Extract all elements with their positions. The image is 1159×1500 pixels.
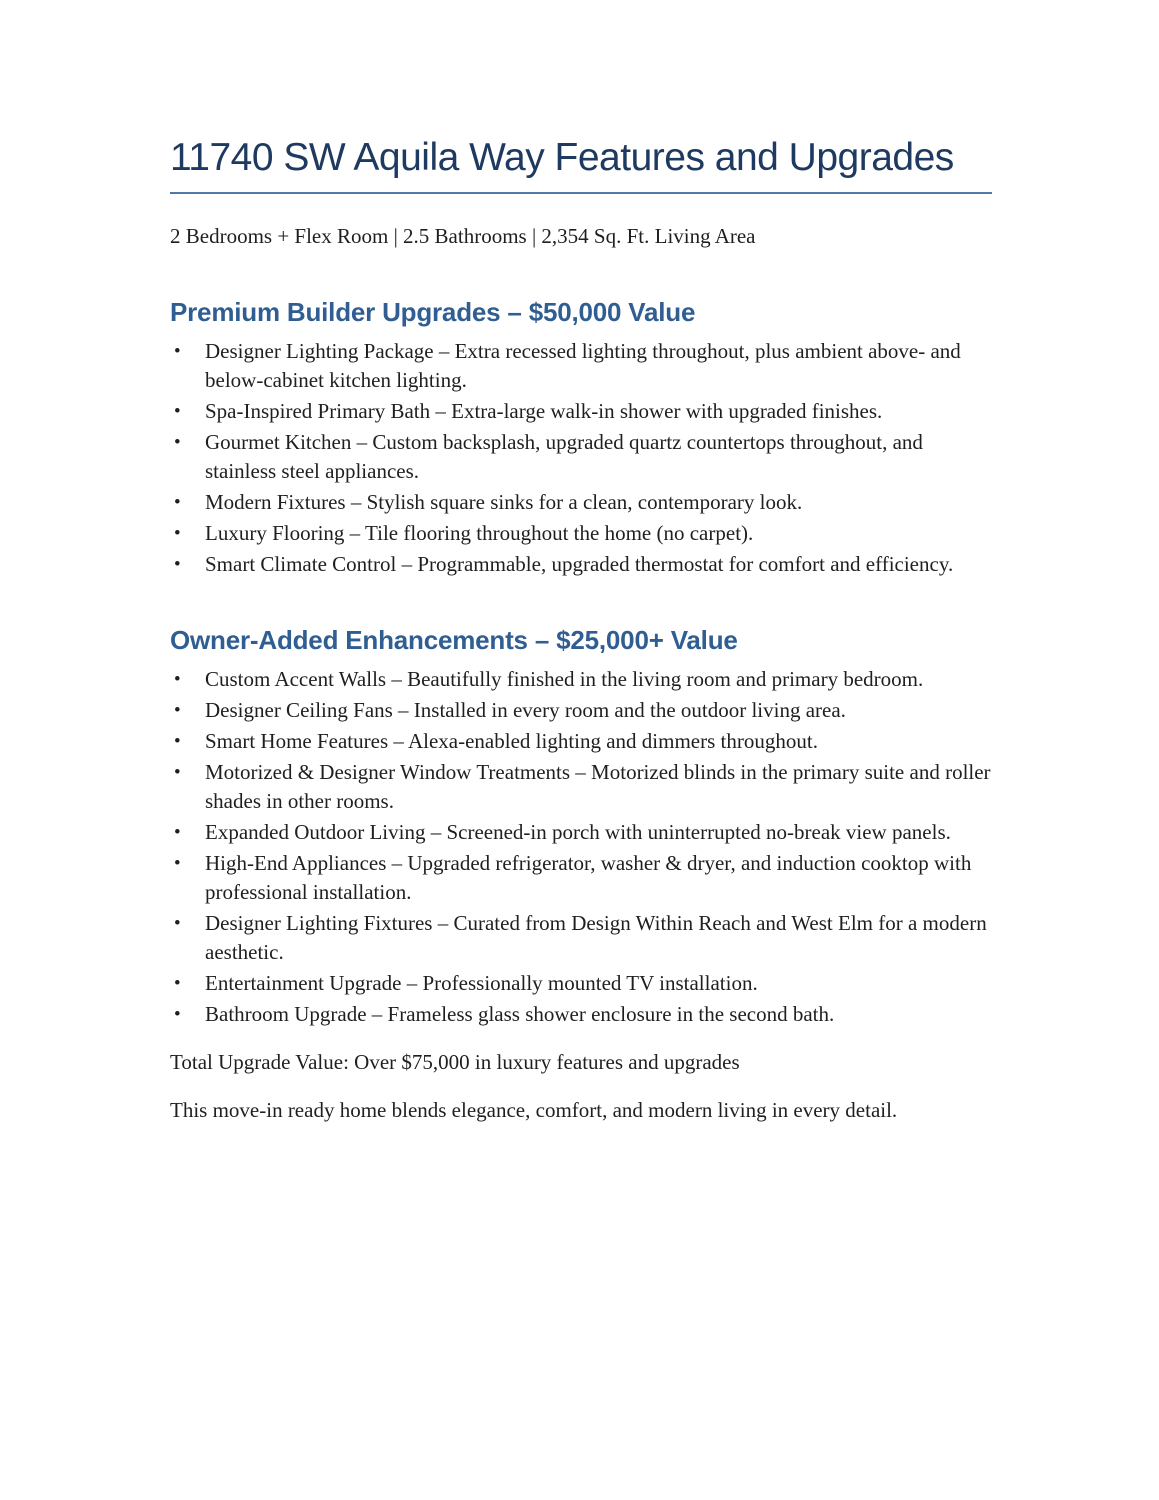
bullet-icon: •	[174, 822, 181, 844]
bullet-icon: •	[174, 762, 181, 784]
list-item-text: Custom Accent Walls – Beautifully finished in the living room and primary bedroom.	[205, 667, 924, 692]
list-item-text: Motorized & Designer Window Treatments – Motorized blinds in the primary suite and roller shades in other rooms.	[205, 760, 991, 814]
list-item-text: High-End Appliances – Upgraded refrigerator, washer & dryer, and induction cooktop with professional installation.	[205, 851, 972, 905]
total-upgrade-value: Total Upgrade Value: Over $75,000 in luxury features and upgrades	[170, 1050, 740, 1075]
bullet-icon: •	[174, 731, 181, 753]
document-title: 11740 SW Aquila Way Features and Upgrades	[170, 133, 992, 194]
list-item-text: Designer Lighting Fixtures – Curated from Design Within Reach and West Elm for a modern aesthetic.	[205, 911, 987, 965]
bullet-icon: •	[174, 432, 181, 454]
list-item	[170, 1000, 992, 1029]
list-item-text: Gourmet Kitchen – Custom backsplash, upgraded quartz countertops throughout, and stainless steel appliances.	[205, 430, 923, 484]
bullet-icon: •	[174, 973, 181, 995]
property-summary-line: 2 Bedrooms + Flex Room | 2.5 Bathrooms | 2,354 Sq. Ft. Living Area	[170, 223, 756, 248]
list-item	[170, 727, 992, 756]
bullet-icon: •	[174, 700, 181, 722]
list-item	[170, 428, 992, 486]
list-item-text: Modern Fixtures – Stylish square sinks for a clean, contemporary look.	[205, 490, 803, 515]
bullet-icon: •	[174, 554, 181, 576]
owner-enhancements-list	[170, 665, 992, 1029]
list-item-text: Luxury Flooring – Tile flooring throughout the home (no carpet).	[205, 521, 754, 546]
list-item	[170, 488, 992, 517]
bullet-icon: •	[174, 853, 181, 875]
bullet-icon: •	[174, 341, 181, 363]
list-item	[170, 397, 992, 426]
list-item-text: Entertainment Upgrade – Professionally mounted TV installation.	[205, 971, 758, 996]
list-item	[170, 665, 992, 694]
list-item-text: Expanded Outdoor Living – Screened-in porch with uninterrupted no-break view panels.	[205, 820, 951, 845]
list-item-text: Spa-Inspired Primary Bath – Extra-large walk-in shower with upgraded finishes.	[205, 399, 883, 424]
list-item-text: Designer Lighting Package – Extra recessed lighting throughout, plus ambient above- and below-cabinet kitchen lighting.	[205, 339, 961, 393]
section-heading-owner-added-enhancements: Owner-Added Enhancements – $25,000+ Value	[170, 625, 738, 656]
list-item	[170, 696, 992, 725]
bullet-icon: •	[174, 492, 181, 514]
list-item	[170, 337, 992, 395]
bullet-icon: •	[174, 1004, 181, 1026]
list-item-text: Bathroom Upgrade – Frameless glass shower enclosure in the second bath.	[205, 1002, 835, 1027]
list-item-text: Smart Climate Control – Programmable, upgraded thermostat for comfort and efficiency.	[205, 552, 954, 577]
bullet-icon: •	[174, 401, 181, 423]
list-item	[170, 849, 992, 907]
list-item-text: Smart Home Features – Alexa-enabled lighting and dimmers throughout.	[205, 729, 818, 754]
list-item	[170, 818, 992, 847]
list-item-text: Designer Ceiling Fans – Installed in every room and the outdoor living area.	[205, 698, 846, 723]
list-item	[170, 519, 992, 548]
section-heading-premium-builder-upgrades: Premium Builder Upgrades – $50,000 Value	[170, 296, 696, 327]
bullet-icon: •	[174, 913, 181, 935]
bullet-icon: •	[174, 669, 181, 691]
list-item	[170, 550, 992, 579]
bullet-icon: •	[174, 523, 181, 545]
closing-statement: This move-in ready home blends elegance, comfort, and modern living in every detail.	[170, 1098, 898, 1123]
premium-upgrades-list	[170, 337, 992, 579]
list-item	[170, 909, 992, 967]
list-item	[170, 758, 992, 816]
list-item	[170, 969, 992, 998]
